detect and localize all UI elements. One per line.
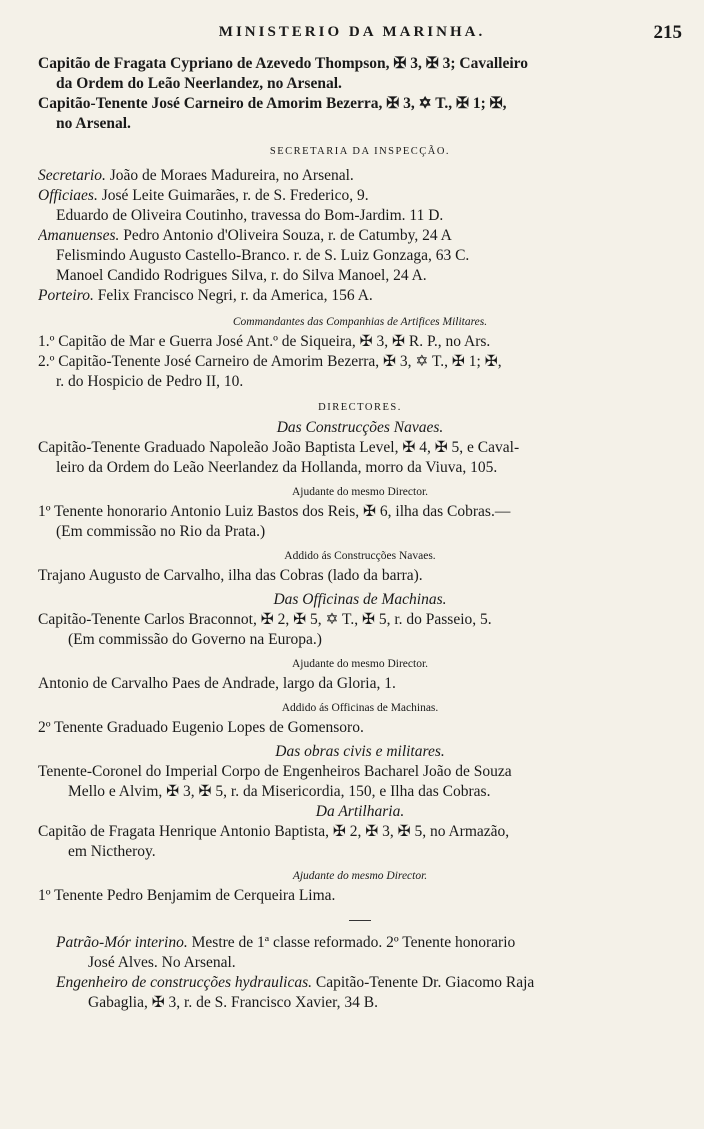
officiaes-label: Officiaes.: [38, 187, 98, 204]
subheading-ajudante: Ajudante do mesmo Director.: [291, 486, 429, 498]
entry-line: no Arsenal.: [56, 115, 131, 132]
ajudante-line-1: 1º Tenente honorario Antonio Luiz Bastos dos Reis, ✠ 6, ilha das Cobras.—: [38, 503, 511, 520]
section-heading-directores: DIRECTORES.: [318, 402, 402, 413]
commandante-line-2: 2.º Capitão-Tenente José Carneiro de Amorim Bezerra, ✠ 3, ✡ T., ✠ 1; ✠,: [38, 353, 502, 370]
patrao-line: [38, 933, 682, 953]
section-divider: [349, 920, 371, 921]
construccoes-line-1: Capitão-Tenente Graduado Napoleão João Baptista Level, ✠ 4, ✠ 5, e Caval-: [38, 439, 520, 456]
secretario-label: Secretario.: [38, 167, 106, 184]
patrao-label: Patrão-Mór interino.: [56, 934, 188, 951]
page-header: [0, 24, 704, 48]
amanuenses-line: [38, 226, 682, 246]
engenheiro-label: Engenheiro de construcções hydraulicas.: [56, 974, 312, 991]
subheading-construccoes: Das Construcções Navaes.: [276, 419, 444, 436]
secretario-text: João de Moraes Madureira, no Arsenal.: [105, 167, 354, 184]
amanuenses-label: Amanuenses.: [38, 227, 120, 244]
porteiro-text: Felix Francisco Negri, r. da America, 156 A.: [93, 287, 373, 304]
officiaes-line-2: Eduardo de Oliveira Coutinho, travessa do Bom-Jardim. 11 D.: [56, 207, 444, 224]
commandante-line-1: 1.º Capitão de Mar e Guerra José Ant.º de Siqueira, ✠ 3, ✠ R. P., no Ars.: [38, 333, 491, 350]
porteiro-label: Porteiro.: [38, 287, 94, 304]
engenheiro-line: [38, 973, 682, 993]
subheading-obras: Das obras civis e militares.: [275, 743, 445, 760]
secretario-line: [38, 166, 682, 186]
subheading-officinas: Das Officinas de Machinas.: [273, 591, 447, 608]
obras-line-1: Tenente-Coronel do Imperial Corpo de Engenheiros Bacharel João de Souza: [38, 763, 512, 780]
porteiro-line: [38, 286, 682, 306]
ajudante3-line-1: 1º Tenente Pedro Benjamim de Cerqueira Lima.: [38, 887, 336, 904]
subheading-ajudante-2: Ajudante do mesmo Director.: [291, 658, 429, 670]
addido-line-1: Trajano Augusto de Carvalho, ilha das Cobras (lado da barra).: [38, 567, 423, 584]
officiaes-line: [38, 186, 682, 206]
engenheiro-text: Capitão-Tenente Dr. Giacomo Raja: [311, 974, 535, 991]
subheading-ajudante-3: Ajudante do mesmo Director.: [292, 870, 428, 882]
commandante-line-3: r. do Hospicio de Pedro II, 10.: [56, 373, 244, 390]
addido2-line-1: 2º Tenente Graduado Eugenio Lopes de Gomensoro.: [38, 719, 364, 736]
top-entries: [38, 54, 682, 134]
amanuenses-line-3: Manoel Candido Rodrigues Silva, r. do Silva Manoel, 24 A.: [56, 267, 427, 284]
officinas-line-1: Capitão-Tenente Carlos Braconnot, ✠ 2, ✠ 5, ✡ T., ✠ 5, r. do Passeio, 5.: [38, 611, 492, 628]
officinas-line-2: (Em commissão do Governo na Europa.): [68, 631, 322, 648]
subheading-artilharia: Da Artilharia.: [315, 803, 405, 820]
subheading-addido-2: Addido ás Officinas de Machinas.: [281, 702, 439, 714]
ajudante2-line-1: Antonio de Carvalho Paes de Andrade, largo da Gloria, 1.: [38, 675, 396, 692]
construccoes-line-2: leiro da Ordem do Leão Neerlandez da Hollanda, morro da Viuva, 105.: [56, 459, 498, 476]
patrao-text: Mestre de 1ª classe reformado. 2º Tenente honorario: [187, 934, 516, 951]
section-heading-secretaria: SECRETARIA DA INSPECÇÃO.: [269, 146, 451, 157]
entry-line: da Ordem do Leão Neerlandez, no Arsenal.: [56, 75, 342, 92]
artilharia-line-1: Capitão de Fragata Henrique Antonio Baptista, ✠ 2, ✠ 3, ✠ 5, no Armazão,: [38, 823, 510, 840]
engenheiro-line-2: Gabaglia, ✠ 3, r. de S. Francisco Xavier, 34 B.: [88, 994, 379, 1011]
subheading-addido: Addido ás Construcções Navaes.: [284, 550, 436, 562]
artilharia-line-2: em Nictheroy.: [68, 843, 156, 860]
entry-line: Capitão de Fragata Cypriano de Azevedo Thompson, ✠ 3, ✠ 3; Cavalleiro: [38, 55, 528, 72]
page-title: MINISTERIO DA MARINHA.: [218, 24, 486, 40]
entry-line: Capitão-Tenente José Carneiro de Amorim Bezerra, ✠ 3, ✡ T., ✠ 1; ✠,: [38, 95, 507, 112]
amanuenses-text: Pedro Antonio d'Oliveira Souza, r. de Catumby, 24 A: [119, 227, 452, 244]
obras-line-2: Mello e Alvim, ✠ 3, ✠ 5, r. da Misericordia, 150, e Ilha das Cobras.: [68, 783, 491, 800]
document-body: [38, 54, 682, 1013]
section-heading-commandantes: Commandantes das Companhias de Artifices Militares.: [232, 316, 488, 328]
patrao-line-2: José Alves. No Arsenal.: [88, 954, 236, 971]
amanuenses-line-2: Felismindo Augusto Castello-Branco. r. de S. Luiz Gonzaga, 63 C.: [56, 247, 470, 264]
officiaes-text: José Leite Guimarães, r. de S. Frederico, 9.: [97, 187, 369, 204]
ajudante-line-2: (Em commissão no Rio da Prata.): [56, 523, 266, 540]
page-number: 215: [653, 22, 682, 43]
